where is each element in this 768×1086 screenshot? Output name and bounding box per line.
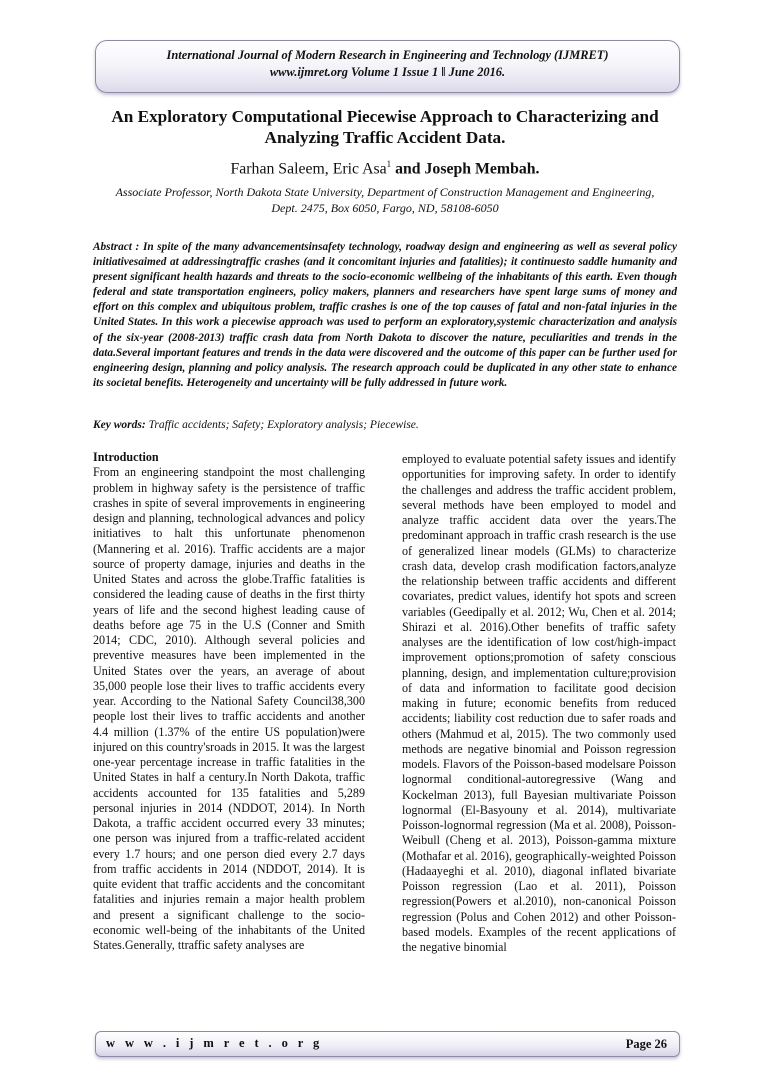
- right-column-text: employed to evaluate potential safety issues and identify opportunities for improving safety. In order to identify the challenges and address the traffic accident problem, several methods have been employed to model and analyze traffic accident data over the years.The predominant approach in traffic crash research is the use of generalized linear models (GLMs) to characterize crash data, develop crash modification factors,analyze the relationship between traffic accidents and different covariates, predict values, identify hot spots and screen variables (Geedipally et al. 2012; Wu, Chen et al. 2014; Shirazi et al. 2016).Other benefits of traffic safety analyses are the identification of low cost/high-impact improvement options;promotion of safety conscious planning, design, and implementation culture;provision of data and information to facilitate good decision making in future; economic benefits from reduced accidents; liability cost reduction due to safer roads and others (Mahmud et al, 2015). The two commonly used methods are negative binomial and Poisson regression models. Flavors of the Poisson-based modelsare Poisson lognormal conditional-autoregressive (Wang and Kockelman 2013), full Bayesian multivariate Poisson lognormal (El-Basyouny et al. 2014), multivariate Poisson-lognormal regression (Ma et al. 2008), Poisson-Weibull (Cheng et al. 2013), Poisson-gamma mixture (Mothafar et al. 2016), geographically-weighted Poisson (Hadaayeghi et al. 2010), diagonal inflated bivariate Poisson regression (Lao et al. 2011), Poisson regression(Powers et al.2010), non-canonical Poisson regression (Polus and Cohen 2012) and other Poisson-based models. Examples of the recent applications of the negative binomial: [402, 452, 676, 954]
- left-column: [93, 450, 365, 953]
- journal-issue: www.ijmret.org Volume 1 Issue 1 ǁ June 2016.: [269, 65, 506, 79]
- keywords-text: Traffic accidents; Safety; Exploratory analysis; Piecewise.: [145, 419, 419, 431]
- authors: [90, 159, 680, 178]
- affiliation-line-2: Dept. 2475, Box 6050, Fargo, ND, 58108-6050: [271, 201, 499, 215]
- authors-part-1: Farhan Saleem, Eric Asa: [230, 160, 387, 178]
- keywords: [93, 419, 677, 431]
- paper-title: [90, 106, 680, 148]
- authors-part-2: and Joseph Membah.: [391, 160, 540, 178]
- page-number: Page 26: [625, 1037, 667, 1051]
- footer-url: w w w . i j m r e t . o r g: [106, 1036, 323, 1050]
- left-column-text: From an engineering standpoint the most challenging problem in highway safety is the persistence of traffic crashes in spite of several improvements in engineering design and planning, technological advances and policy initiatives to halt this unfortunate phenomenon (Mannering et al. 2016). Traffic accidents are a major source of property damage, injuries and deaths in the United States and across the globe.Traffic fatalities is considered the leading cause of deaths in the first thirty years of life and the second highest leading cause of deaths before age 75 in the U.S (Conner and Smith 2014; CDC, 2010). Although several policies and preventive measures have been implemented in the United States over the years, an average of about 35,000 people lose their lives to traffic accidents every year. According to the National Safety Council38,300 people lost their lives to traffic accidents and another 4.4 million (1.37% of the entire US population)were injured on this country'sroads in 2015. It was the largest one-year percentage increase in traffic fatalities in the United States in half a century.In North Dakota, traffic accidents accounted for 135 fatalities and 5,289 personal injuries in 2014 (NDDOT, 2014). In North Dakota, a traffic accident occurred every 33 minutes; one person was injured from a traffic-related accident every 1.7 hours; and one person died every 2.7 days from traffic accidents in 2014 (NDDOT, 2014). It is quite evident that traffic accidents and the concomitant fatalities and injuries remain a major health problem and present a significant challenge to the socio-economic well-being of the inhabitants of the United States.Generally, ttraffic safety analyses are: [93, 465, 365, 952]
- keywords-label: Key words:: [93, 419, 146, 431]
- affiliation-line-1: Associate Professor, North Dakota State University, Department of Construction Management and Engineering,: [115, 185, 655, 199]
- title-line-1: An Exploratory Computational Piecewise Approach to Characterizing and: [111, 107, 659, 126]
- abstract: Abstract : In spite of the many advancementsinsafety technology, roadway design and engineering as well as several policy initiativesaimed at addressingtraffic crashes (and it concomitant injuries and fatalities); it continuesto saddle humanity and present significant health hazards and threats to the socio-economic wellbeing of the inhabitants of this earth. Even though federal and state transportation engineers, policy makers, planners and researchers have spent large sums of money and effort on this complex and ubiquitous problem, traffic crashes is one of the top causes of fatal and non-fatal injuries in the United States. In this work a piecewise approach was used to perform an exploratory,systemic characterization and analysis of the six-year (2008-2013) traffic crash data from North Dakota to discover the nature, peculiarities and trends in the data.Several important features and trends in the data were discovered and the outcome of this paper can be further used for engineering design, planning and policy analysis. The research approach could be duplicated in any other state to enhance its societal benefits. Heterogeneity and uncertainty will be fully addressed in future work.: [93, 241, 677, 389]
- affiliation: [92, 184, 678, 216]
- section-heading-introduction: Introduction: [93, 450, 159, 464]
- author-superscript: 1: [386, 159, 392, 169]
- right-column: [402, 452, 676, 955]
- journal-header: [95, 40, 680, 93]
- title-line-2: Analyzing Traffic Accident Data.: [264, 128, 506, 147]
- journal-name: International Journal of Modern Research in Engineering and Technology (IJMRET): [166, 48, 609, 62]
- page-footer: [95, 1031, 680, 1057]
